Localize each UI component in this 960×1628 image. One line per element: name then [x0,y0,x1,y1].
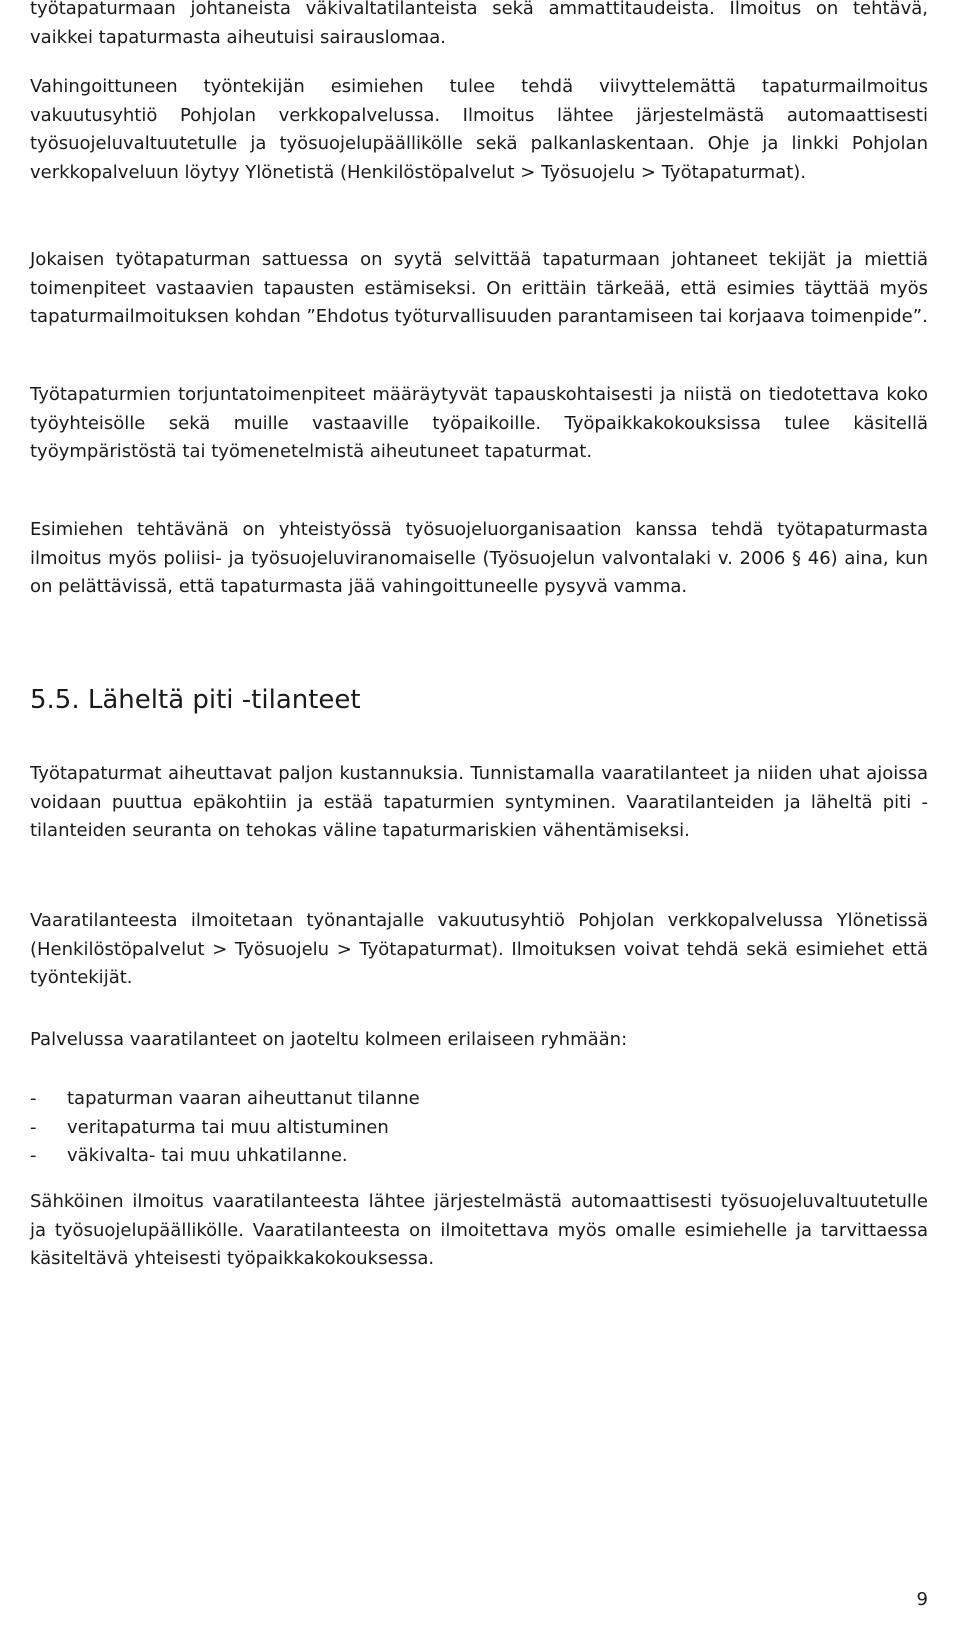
list-item-text: tapaturman vaaran aiheuttanut tilanne [67,1088,420,1109]
paragraph-near-miss-intro: Työtapaturmat aiheuttavat paljon kustannuksia. Tunnistamalla vaaratilanteet ja niiden uhat ajoissa voidaan puuttua epäkohtiin ja estää tapaturmien syntyminen. Vaaratilanteiden ja läheltä piti -tilanteiden seuranta on tehokas väline tapaturmariskien vähentämiseksi. [30,763,928,841]
list-item [30,1142,420,1171]
section-heading: 5.5. Läheltä piti -tilanteet [30,685,361,715]
paragraph-prevention: Työtapaturmien torjuntatoimenpiteet määräytyvät tapauskohtaisesti ja niistä on tiedotettava koko työyhteisölle sekä muille vastaaville työpaikoille. Työpaikkakokouksissa tulee käsitellä työympäristöstä tai työmenetelmistä aiheutuneet tapaturmat. [30,384,928,462]
list-dash: - [30,1116,37,1138]
category-list [30,1085,420,1171]
paragraph-categories-intro: Palvelussa vaaratilanteet on jaoteltu kolmeen erilaiseen ryhmään: [30,1029,628,1050]
list-item-text: väkivalta- tai muu uhkatilanne. [67,1145,348,1166]
paragraph-closing: Sähköinen ilmoitus vaaratilanteesta lähtee järjestelmästä automaattisesti työsuojeluvaltuutetulle ja työsuojelupäällikölle. Vaaratilanteesta on ilmoitettava myös omalle esimiehelle ja tarvittaessa käsiteltävä yhteisesti työpaikkakokouksessa. [30,1191,928,1269]
list-dash: - [30,1088,37,1109]
list-item [30,1114,420,1143]
page-number: 9 [916,1589,928,1610]
paragraph-supervisor-report: Vahingoittuneen työntekijän esimiehen tulee tehdä viivyttelemättä tapaturmailmoitus vakuutusyhtiö Pohjolan verkkopalvelussa. Ilmoitus lähtee järjestelmästä automaattisesti työsuojeluvaltuutetulle ja työsuojelupäällikölle sekä palkanlaskentaan. Ohje ja linkki Pohjolan verkkopalveluun löytyy Ylönetistä (Henkilöstöpalvelut > Työsuojelu > Työtapaturmat). [30,76,928,183]
list-dash: - [30,1145,37,1166]
paragraph-authority-report: Esimiehen tehtävänä on yhteistyössä työsuojeluorganisaation kanssa tehdä työtapaturmasta ilmoitus myös poliisi- ja työsuojeluviranomaiselle (Työsuojelun valvontalaki v. 2006 § 46) aina, kun on pelättävissä, että tapaturmasta jää vahingoittuneelle pysyvä vamma. [30,519,928,597]
paragraph-accident-reporting: työtapaturmaan johtaneista väkivaltatilanteista sekä ammattitaudeista. Ilmoitus on tehtävä, vaikkei tapaturmasta aiheutuisi sairauslomaa. [30,0,928,48]
paragraph-investigation: Jokaisen työtapaturman sattuessa on syytä selvittää tapaturmaan johtaneet tekijät ja miettiä toimenpiteet vastaavien tapausten estämiseksi. On erittäin tärkeää, että esimies täyttää myös tapaturmailmoituksen kohdan ”Ehdotus työturvallisuuden parantamiseen tai korjaava toimenpide”. [30,249,928,327]
paragraph-near-miss-reporting: Vaaratilanteesta ilmoitetaan työnantajalle vakuutusyhtiö Pohjolan verkkopalvelussa Ylönetissä (Henkilöstöpalvelut > Työsuojelu > Työtapaturmat). Ilmoituksen voivat tehdä sekä esimiehet että työntekijät. [30,910,928,988]
list-item [30,1085,420,1114]
list-item-text: veritapaturma tai muu altistuminen [67,1116,389,1138]
